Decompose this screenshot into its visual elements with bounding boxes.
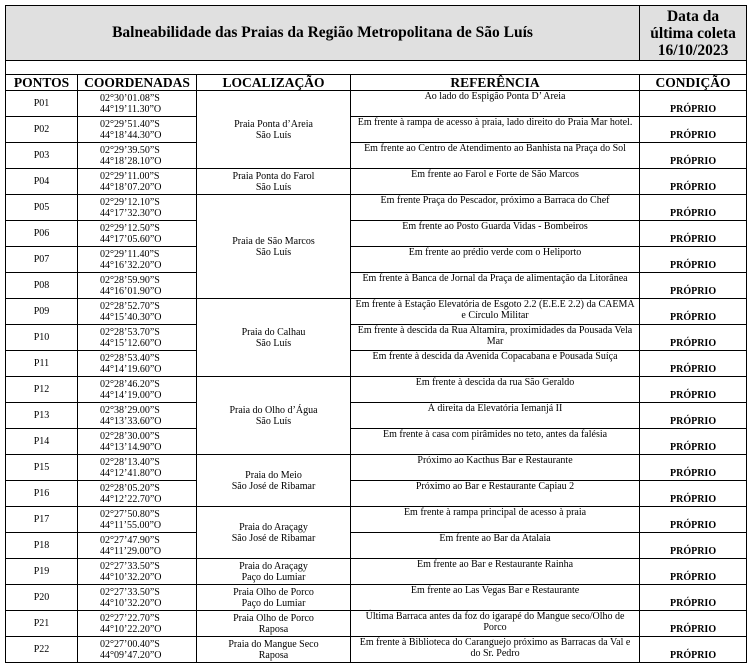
longitude: 44°11’29.00”O (100, 545, 162, 557)
blank-row (6, 61, 747, 75)
location (197, 195, 351, 299)
reference: Em frente ao Bar e Restaurante Rainha (351, 559, 640, 585)
longitude: 44°12’22.70”O (100, 493, 162, 505)
condition-badge: PRÓPRIO (640, 169, 747, 195)
location (197, 637, 351, 663)
latitude: 02°28’53.40”S (100, 352, 160, 364)
reference: Última Barraca antes da foz do igarapé do Mangue seco/Olho de Porco (351, 611, 640, 637)
condition-badge: PRÓPRIO (640, 91, 747, 117)
latitude: 02°28’59.90”S (100, 274, 160, 286)
reference: Em frente ao prédio verde com o Heliporto (351, 247, 640, 273)
condition-badge: PRÓPRIO (640, 585, 747, 611)
coordinates (78, 247, 197, 273)
condition-badge: PRÓPRIO (640, 117, 747, 143)
table-row (6, 533, 747, 559)
condition-badge: PRÓPRIO (640, 351, 747, 377)
coordinates (78, 221, 197, 247)
reference: Em frente à rampa de acesso à praia, lado direito do Praia Mar hotel. (351, 117, 640, 143)
reference: Em frente à Estação Elevatória de Esgoto 2.2 (E.E.E 2.2) da CAEMA e Círculo Militar (351, 299, 640, 325)
point-id: P04 (6, 169, 78, 195)
latitude: 02°28’13.40”S (100, 456, 160, 468)
city-name: Raposa (258, 649, 289, 661)
table-row (6, 637, 747, 663)
reference: Em frente à Biblioteca do Caranguejo próximo as Barracas da Val e do Sr. Pedro (351, 637, 640, 663)
latitude: 02°29’12.10”S (100, 196, 160, 208)
table-row (6, 377, 747, 403)
coordinates (78, 533, 197, 559)
point-id: P01 (6, 91, 78, 117)
reference: Em frente ao Bar da Atalaia (351, 533, 640, 559)
header-pontos: PONTOS (6, 75, 78, 91)
city-name: São Luís (255, 129, 292, 141)
date-line-1: Data da (666, 7, 720, 25)
longitude: 44°13’33.60”O (100, 415, 162, 427)
longitude: 44°11’55.00”O (100, 519, 162, 531)
coordinates (78, 325, 197, 351)
table-row (6, 611, 747, 637)
point-id: P11 (6, 351, 78, 377)
beach-name: Praia do Meio (245, 469, 302, 481)
point-id: P02 (6, 117, 78, 143)
point-id: P10 (6, 325, 78, 351)
longitude: 44°14’19.60”O (100, 363, 162, 375)
table-row (6, 117, 747, 143)
condition-badge: PRÓPRIO (640, 481, 747, 507)
coordinates (78, 299, 197, 325)
table-row (6, 195, 747, 221)
reference: Em frente ao Farol e Forte de São Marcos (351, 169, 640, 195)
table-row (6, 455, 747, 481)
beach-name: Praia do Araçagy (239, 560, 308, 572)
table-row (6, 169, 747, 195)
table-row (6, 559, 747, 585)
coordinates (78, 117, 197, 143)
table-row (6, 143, 747, 169)
location (197, 169, 351, 195)
reference: Em frente ao Posto Guarda Vidas - Bombeiros (351, 221, 640, 247)
location (197, 611, 351, 637)
reference: Em frente à descida da rua São Geraldo (351, 377, 640, 403)
latitude: 02°29’11.00”S (100, 170, 160, 182)
reference: Próximo ao Bar e Restaurante Capiau 2 (351, 481, 640, 507)
longitude: 44°10’32.20”O (100, 597, 162, 609)
longitude: 44°18’44.30”O (100, 129, 162, 141)
latitude: 02°27’00.40”S (100, 638, 160, 650)
latitude: 02°29’11.40”S (100, 248, 160, 260)
beach-name: Praia Ponta do Farol (232, 170, 315, 182)
table-row (6, 481, 747, 507)
coordinates (78, 559, 197, 585)
coordinates (78, 169, 197, 195)
table-row (6, 351, 747, 377)
header-coordenadas: COORDENADAS (78, 75, 197, 91)
condition-badge: PRÓPRIO (640, 429, 747, 455)
header-localizacao: LOCALIZAÇÃO (197, 75, 351, 91)
condition-badge: PRÓPRIO (640, 559, 747, 585)
condition-badge: PRÓPRIO (640, 143, 747, 169)
table-row (6, 91, 747, 117)
header-condicao: CONDIÇÃO (640, 75, 747, 91)
coordinates (78, 429, 197, 455)
condition-badge: PRÓPRIO (640, 299, 747, 325)
condition-badge: PRÓPRIO (640, 221, 747, 247)
point-id: P05 (6, 195, 78, 221)
location (197, 507, 351, 559)
reference: Em frente à descida da Avenida Copacabana e Pousada Suíça (351, 351, 640, 377)
longitude: 44°16’01.90”O (100, 285, 162, 297)
point-id: P15 (6, 455, 78, 481)
city-name: São Luís (255, 337, 292, 349)
city-name: São Luís (255, 181, 292, 193)
point-id: P09 (6, 299, 78, 325)
coordinates (78, 91, 197, 117)
balneability-table (5, 5, 747, 663)
latitude: 02°28’46.20”S (100, 378, 160, 390)
latitude: 02°29’12.50”S (100, 222, 160, 234)
longitude: 44°15’40.30”O (100, 311, 162, 323)
last-collection-date (640, 6, 747, 61)
location (197, 299, 351, 377)
beach-name: Praia de São Marcos (232, 235, 315, 247)
city-name: São José de Ribamar (231, 532, 316, 544)
condition-badge: PRÓPRIO (640, 247, 747, 273)
longitude: 44°12’41.80”O (100, 467, 162, 479)
point-id: P19 (6, 559, 78, 585)
coordinates (78, 377, 197, 403)
condition-badge: PRÓPRIO (640, 195, 747, 221)
point-id: P18 (6, 533, 78, 559)
latitude: 02°30’01.08”S (100, 92, 160, 104)
coordinates (78, 611, 197, 637)
reference: Em frente à rampa principal de acesso à praia (351, 507, 640, 533)
beach-name: Praia do Araçagy (239, 521, 308, 533)
point-id: P22 (6, 637, 78, 663)
city-name: São Luís (255, 415, 292, 427)
condition-badge: PRÓPRIO (640, 533, 747, 559)
table-row (6, 325, 747, 351)
latitude: 02°29’39.50”S (100, 144, 160, 156)
coordinates (78, 585, 197, 611)
coordinates (78, 507, 197, 533)
coordinates (78, 195, 197, 221)
point-id: P21 (6, 611, 78, 637)
longitude: 44°13’14.90”O (100, 441, 162, 453)
reference: Em frente à casa com pirâmides no teto, antes da falésia (351, 429, 640, 455)
reference: Ao lado do Espigão Ponta D’ Areia (351, 91, 640, 117)
coordinates (78, 481, 197, 507)
coordinates (78, 351, 197, 377)
beach-name: Praia do Olho d’Água (229, 404, 318, 416)
location (197, 585, 351, 611)
latitude: 02°38’29.00”S (100, 404, 160, 416)
point-id: P03 (6, 143, 78, 169)
condition-badge: PRÓPRIO (640, 377, 747, 403)
coordinates (78, 637, 197, 663)
longitude: 44°14’19.00”O (100, 389, 162, 401)
beach-name: Praia Ponta d’Areia (234, 118, 313, 130)
coordinates (78, 273, 197, 299)
longitude: 44°10’32.20”O (100, 571, 162, 583)
reference: Em frente Praça do Pescador, próximo a Barraca do Chef (351, 195, 640, 221)
table-row (6, 507, 747, 533)
city-name: Paço do Lumiar (241, 571, 306, 583)
table-row (6, 429, 747, 455)
city-name: Raposa (258, 623, 289, 635)
reference: Em frente à Banca de Jornal da Praça de alimentação da Litorânea (351, 273, 640, 299)
reference: Em frente ao Las Vegas Bar e Restaurante (351, 585, 640, 611)
longitude: 44°18’28.10”O (100, 155, 162, 167)
condition-badge: PRÓPRIO (640, 637, 747, 663)
beach-name: Praia Olho de Porco (233, 586, 314, 598)
latitude: 02°28’30.00”S (100, 430, 160, 442)
coordinates (78, 143, 197, 169)
condition-badge: PRÓPRIO (640, 325, 747, 351)
point-id: P08 (6, 273, 78, 299)
longitude: 44°09’47.20”O (100, 649, 162, 661)
point-id: P07 (6, 247, 78, 273)
latitude: 02°27’33.50”S (100, 560, 160, 572)
point-id: P17 (6, 507, 78, 533)
table-row (6, 221, 747, 247)
city-name: São Luís (255, 246, 292, 258)
coordinates (78, 455, 197, 481)
condition-badge: PRÓPRIO (640, 455, 747, 481)
reference: Em frente à descida da Rua Altamira, proximidades da Pousada Vela Mar (351, 325, 640, 351)
latitude: 02°27’47.90”S (100, 534, 160, 546)
header-referencia: REFERÊNCIA (351, 75, 640, 91)
latitude: 02°28’53.70”S (100, 326, 160, 338)
table-title: Balneabilidade das Praias da Região Metropolitana de São Luís (6, 6, 640, 61)
table-row (6, 247, 747, 273)
location (197, 91, 351, 169)
latitude: 02°27’50.80”S (100, 508, 160, 520)
point-id: P20 (6, 585, 78, 611)
table-row (6, 585, 747, 611)
beach-name: Praia Olho de Porco (233, 612, 314, 624)
latitude: 02°29’51.40”S (100, 118, 160, 130)
blank-cell (6, 61, 747, 75)
coordinates (78, 403, 197, 429)
beach-name: Praia do Calhau (241, 326, 306, 338)
latitude: 02°27’33.50”S (100, 586, 160, 598)
city-name: São José de Ribamar (231, 480, 316, 492)
longitude: 44°10’22.20”O (100, 623, 162, 635)
point-id: P06 (6, 221, 78, 247)
condition-badge: PRÓPRIO (640, 507, 747, 533)
column-headers (6, 75, 747, 91)
latitude: 02°28’52.70”S (100, 300, 160, 312)
reference: Próximo ao Kacthus Bar e Restaurante (351, 455, 640, 481)
table-row (6, 403, 747, 429)
reference: Em frente ao Centro de Atendimento ao Banhista na Praça do Sol (351, 143, 640, 169)
condition-badge: PRÓPRIO (640, 273, 747, 299)
point-id: P12 (6, 377, 78, 403)
date-line-2: última coleta (650, 24, 736, 42)
location (197, 559, 351, 585)
longitude: 44°17’32.30”O (100, 207, 162, 219)
condition-badge: PRÓPRIO (640, 611, 747, 637)
condition-badge: PRÓPRIO (640, 403, 747, 429)
longitude: 44°16’32.20”O (100, 259, 162, 271)
date-line-3: 16/10/2023 (657, 41, 729, 59)
location (197, 455, 351, 507)
point-id: P13 (6, 403, 78, 429)
longitude: 44°18’07.20”O (100, 181, 162, 193)
beach-name: Praia do Mangue Seco (228, 638, 319, 650)
table-row (6, 273, 747, 299)
longitude: 44°19’11.30”O (100, 103, 162, 115)
table-row (6, 299, 747, 325)
longitude: 44°15’12.60”O (100, 337, 162, 349)
city-name: Paço do Lumiar (241, 597, 306, 609)
longitude: 44°17’05.60”O (100, 233, 162, 245)
latitude: 02°27’22.70”S (100, 612, 160, 624)
point-id: P14 (6, 429, 78, 455)
location (197, 377, 351, 455)
point-id: P16 (6, 481, 78, 507)
latitude: 02°28’05.20”S (100, 482, 160, 494)
reference: À direita da Elevatória Iemanjá II (351, 403, 640, 429)
